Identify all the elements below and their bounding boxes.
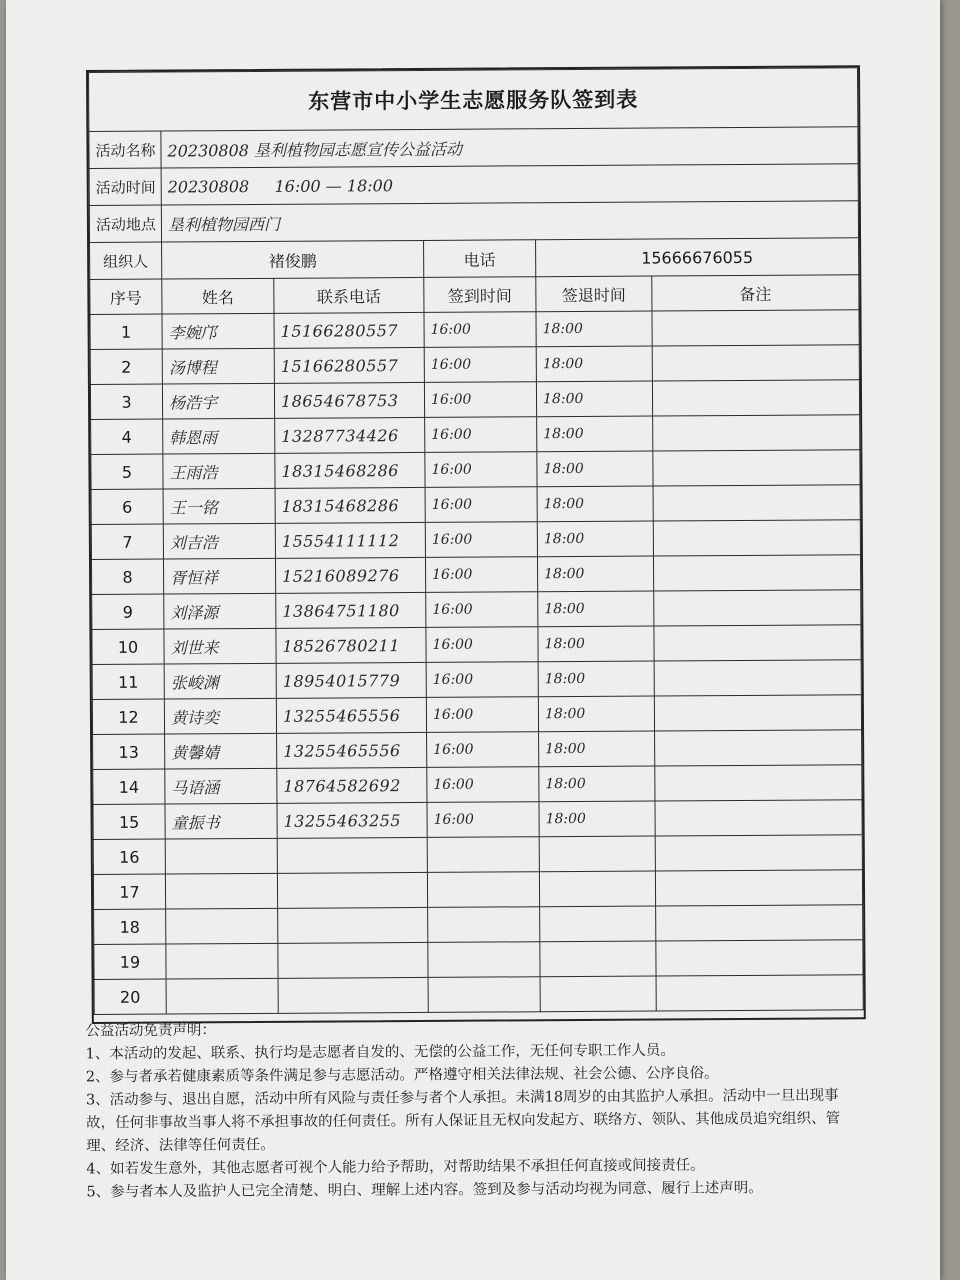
volunteer-phone: 13287734426 (275, 417, 425, 453)
volunteer-name: 刘泽源 (164, 593, 276, 629)
row-number: 18 (94, 909, 166, 944)
disclaimer-item: 2、参与者承若健康素质等条件满足参与志愿活动。严格遵守相关法律法规、社会公德、公序良俗。 (85, 1065, 719, 1086)
activity-time-value: 20230808 16:00 — 18:00 (161, 164, 858, 205)
volunteer-name: 杨浩宇 (162, 383, 274, 419)
row-number: 6 (91, 489, 163, 524)
col-header-name: 姓名 (162, 278, 274, 314)
signin-time: 16:00 (425, 452, 537, 488)
volunteer-name (166, 908, 278, 944)
signout-time: 18:00 (538, 626, 654, 662)
table-row (93, 730, 862, 770)
volunteer-phone: 13255463255 (277, 802, 427, 838)
signout-time (540, 941, 656, 977)
note-cell (653, 555, 860, 591)
signin-time: 16:00 (427, 732, 539, 768)
signout-time: 18:00 (539, 766, 655, 802)
disclaimer-item: 4、如若发生意外，其他志愿者可视个人能力给予帮助，对帮助结果不承担任何直接或间接责任。 (86, 1157, 705, 1178)
signout-time (540, 976, 656, 1012)
row-number: 19 (94, 944, 166, 979)
table-row (92, 590, 861, 630)
table-row (90, 345, 859, 385)
signin-time: 16:00 (426, 592, 538, 628)
volunteer-name: 王雨浩 (163, 453, 275, 489)
col-header-signin: 签到时间 (424, 277, 536, 313)
signout-time: 18:00 (536, 346, 652, 382)
row-number: 8 (91, 559, 163, 594)
note-cell (653, 485, 860, 521)
note-cell (653, 415, 860, 451)
table-row (91, 415, 860, 455)
signin-time: 16:00 (425, 417, 537, 453)
activity-place-label: 活动地点 (89, 205, 161, 242)
row-number: 14 (93, 769, 165, 804)
volunteer-name: 汤博程 (162, 348, 274, 384)
row-number: 7 (91, 524, 163, 559)
row-number: 10 (92, 629, 164, 664)
table-row (93, 765, 862, 805)
signin-time: 16:00 (426, 662, 538, 698)
volunteer-name: 童振书 (165, 803, 277, 839)
signin-time (428, 942, 540, 978)
signout-time (539, 836, 655, 872)
disclaimer-item: 3、活动参与、退出自愿，活动中所有风险与责任参与者个人承担。未满18周岁的由其监护人承担。活动中一旦出现事故，任何非事故当事人将不承担事故的任何责任。所有人保证且无权向发起方、联络方、领队、其他成员追究组织、管理、经济、法律等任何责任。 (85, 1087, 841, 1155)
volunteer-phone: 18526780211 (276, 627, 426, 663)
table-row (90, 380, 859, 420)
note-cell (653, 520, 860, 556)
signin-table (88, 67, 864, 1015)
note-cell (654, 590, 861, 626)
volunteer-name: 刘吉浩 (163, 523, 275, 559)
note-cell (655, 730, 862, 766)
signin-time: 16:00 (427, 802, 539, 838)
col-header-note: 备注 (652, 275, 859, 311)
note-cell (655, 870, 862, 906)
note-cell (656, 975, 863, 1011)
disclaimer-item: 5、参与者本人及监护人已完全清楚、明白、理解上述内容。签到及参与活动均视为同意、履行上述声明。 (86, 1180, 763, 1201)
disclaimer (85, 1016, 856, 1205)
volunteer-name: 胥恒祥 (163, 558, 275, 594)
volunteer-name: 马语涵 (165, 768, 277, 804)
signin-time: 16:00 (425, 487, 537, 523)
signout-time: 18:00 (537, 521, 653, 557)
note-cell (654, 625, 861, 661)
signin-time: 16:00 (426, 627, 538, 663)
volunteer-phone (278, 907, 428, 943)
signin-time: 16:00 (425, 522, 537, 558)
table-row (90, 310, 859, 350)
note-cell (655, 765, 862, 801)
volunteer-phone (278, 977, 428, 1013)
volunteer-phone: 15216089276 (275, 557, 425, 593)
phone-label: 电话 (424, 240, 536, 278)
row-number: 2 (90, 349, 162, 384)
volunteer-name: 王一铭 (163, 488, 275, 524)
volunteer-phone: 15166280557 (274, 312, 424, 348)
row-number: 5 (91, 454, 163, 489)
signin-time: 16:00 (426, 697, 538, 733)
signout-time: 18:00 (538, 696, 654, 732)
col-header-no: 序号 (90, 279, 162, 314)
organizer-value: 褚俊鹏 (162, 240, 424, 279)
note-cell (656, 940, 863, 976)
table-row (91, 520, 860, 560)
row-number: 17 (93, 874, 165, 909)
volunteer-phone: 15554111112 (275, 522, 425, 558)
signout-time: 18:00 (537, 416, 653, 452)
table-row (92, 625, 861, 665)
row-number: 13 (93, 734, 165, 769)
note-cell (653, 450, 860, 486)
signout-time (539, 871, 655, 907)
row-number: 11 (92, 664, 164, 699)
volunteer-phone: 18315468286 (275, 452, 425, 488)
signout-time: 18:00 (539, 731, 655, 767)
volunteer-phone (278, 942, 428, 978)
row-number: 4 (91, 419, 163, 454)
note-cell (655, 835, 862, 871)
row-number: 1 (90, 314, 162, 349)
volunteer-phone: 13255465556 (276, 697, 426, 733)
volunteer-phone: 15166280557 (274, 347, 424, 383)
note-cell (654, 660, 861, 696)
table-row (93, 835, 862, 875)
note-cell (652, 380, 859, 416)
signin-form (86, 65, 866, 1024)
table-body (90, 310, 863, 1015)
volunteer-name (165, 838, 277, 874)
table-header-row (90, 275, 859, 315)
signout-time: 18:00 (537, 451, 653, 487)
signin-time: 16:00 (424, 312, 536, 348)
table-row (94, 975, 863, 1015)
volunteer-name: 黄馨婧 (165, 733, 277, 769)
signin-time: 16:00 (427, 767, 539, 803)
signout-time: 18:00 (538, 591, 654, 627)
volunteer-name: 李婉邝 (162, 313, 274, 349)
col-header-phone: 联系电话 (274, 277, 424, 313)
note-cell (656, 905, 863, 941)
volunteer-phone (277, 872, 427, 908)
signout-time: 18:00 (536, 381, 652, 417)
volunteer-name: 张峻渊 (164, 663, 276, 699)
note-cell (655, 800, 862, 836)
table-row (91, 450, 860, 490)
volunteer-phone: 13864751180 (276, 592, 426, 628)
signout-time: 18:00 (539, 801, 655, 837)
volunteer-name: 黄诗奕 (164, 698, 276, 734)
form-title: 东营市中小学生志愿服务队签到表 (89, 68, 858, 132)
signin-time: 16:00 (424, 382, 536, 418)
signin-time (427, 872, 539, 908)
volunteer-phone: 18654678753 (274, 382, 424, 418)
paper-sheet (6, 0, 940, 1280)
row-number: 9 (92, 594, 164, 629)
row-number: 12 (92, 699, 164, 734)
table-row (91, 485, 860, 525)
note-cell (652, 345, 859, 381)
organizer-label: 组织人 (90, 242, 162, 279)
row-number: 16 (93, 839, 165, 874)
volunteer-phone (277, 837, 427, 873)
volunteer-name (166, 943, 278, 979)
signin-time: 16:00 (424, 347, 536, 383)
signout-time: 18:00 (536, 311, 652, 347)
row-number: 20 (94, 979, 166, 1014)
signout-time: 18:00 (538, 661, 654, 697)
volunteer-phone: 18315468286 (275, 487, 425, 523)
disclaimer-heading: 公益活动免责声明： (85, 1022, 217, 1040)
table-row (94, 905, 863, 945)
signin-time (428, 977, 540, 1013)
activity-time-label: 活动时间 (89, 168, 161, 205)
volunteer-phone: 18954015779 (276, 662, 426, 698)
col-header-signout: 签退时间 (536, 276, 652, 312)
note-cell (654, 695, 861, 731)
table-row (94, 940, 863, 980)
signout-time: 18:00 (537, 556, 653, 592)
activity-name-value: 20230808 垦利植物园志愿宣传公益活动 (161, 127, 858, 168)
signout-time: 18:00 (537, 486, 653, 522)
signin-time (428, 907, 540, 943)
note-cell (652, 310, 859, 346)
volunteer-name (165, 873, 277, 909)
volunteer-name: 刘世来 (164, 628, 276, 664)
table-row (93, 800, 862, 840)
signin-time (427, 837, 539, 873)
row-number: 3 (90, 384, 162, 419)
disclaimer-item: 1、本活动的发起、联系、执行均是志愿者自发的、无偿的公益工作，无任何专职工作人员。 (85, 1042, 675, 1063)
activity-name-label: 活动名称 (89, 131, 161, 168)
organizer-phone-value: 15666676055 (536, 238, 859, 277)
table-row (93, 870, 862, 910)
signin-time: 16:00 (425, 557, 537, 593)
volunteer-phone: 13255465556 (277, 732, 427, 768)
volunteer-name: 韩恩雨 (163, 418, 275, 454)
row-number: 15 (93, 804, 165, 839)
signout-time (540, 906, 656, 942)
volunteer-name (166, 978, 278, 1014)
table-row (92, 660, 861, 700)
table-row (92, 695, 861, 735)
table-row (91, 555, 860, 595)
activity-place-value: 垦利植物园西门 (161, 201, 858, 242)
volunteer-phone: 18764582692 (277, 767, 427, 803)
